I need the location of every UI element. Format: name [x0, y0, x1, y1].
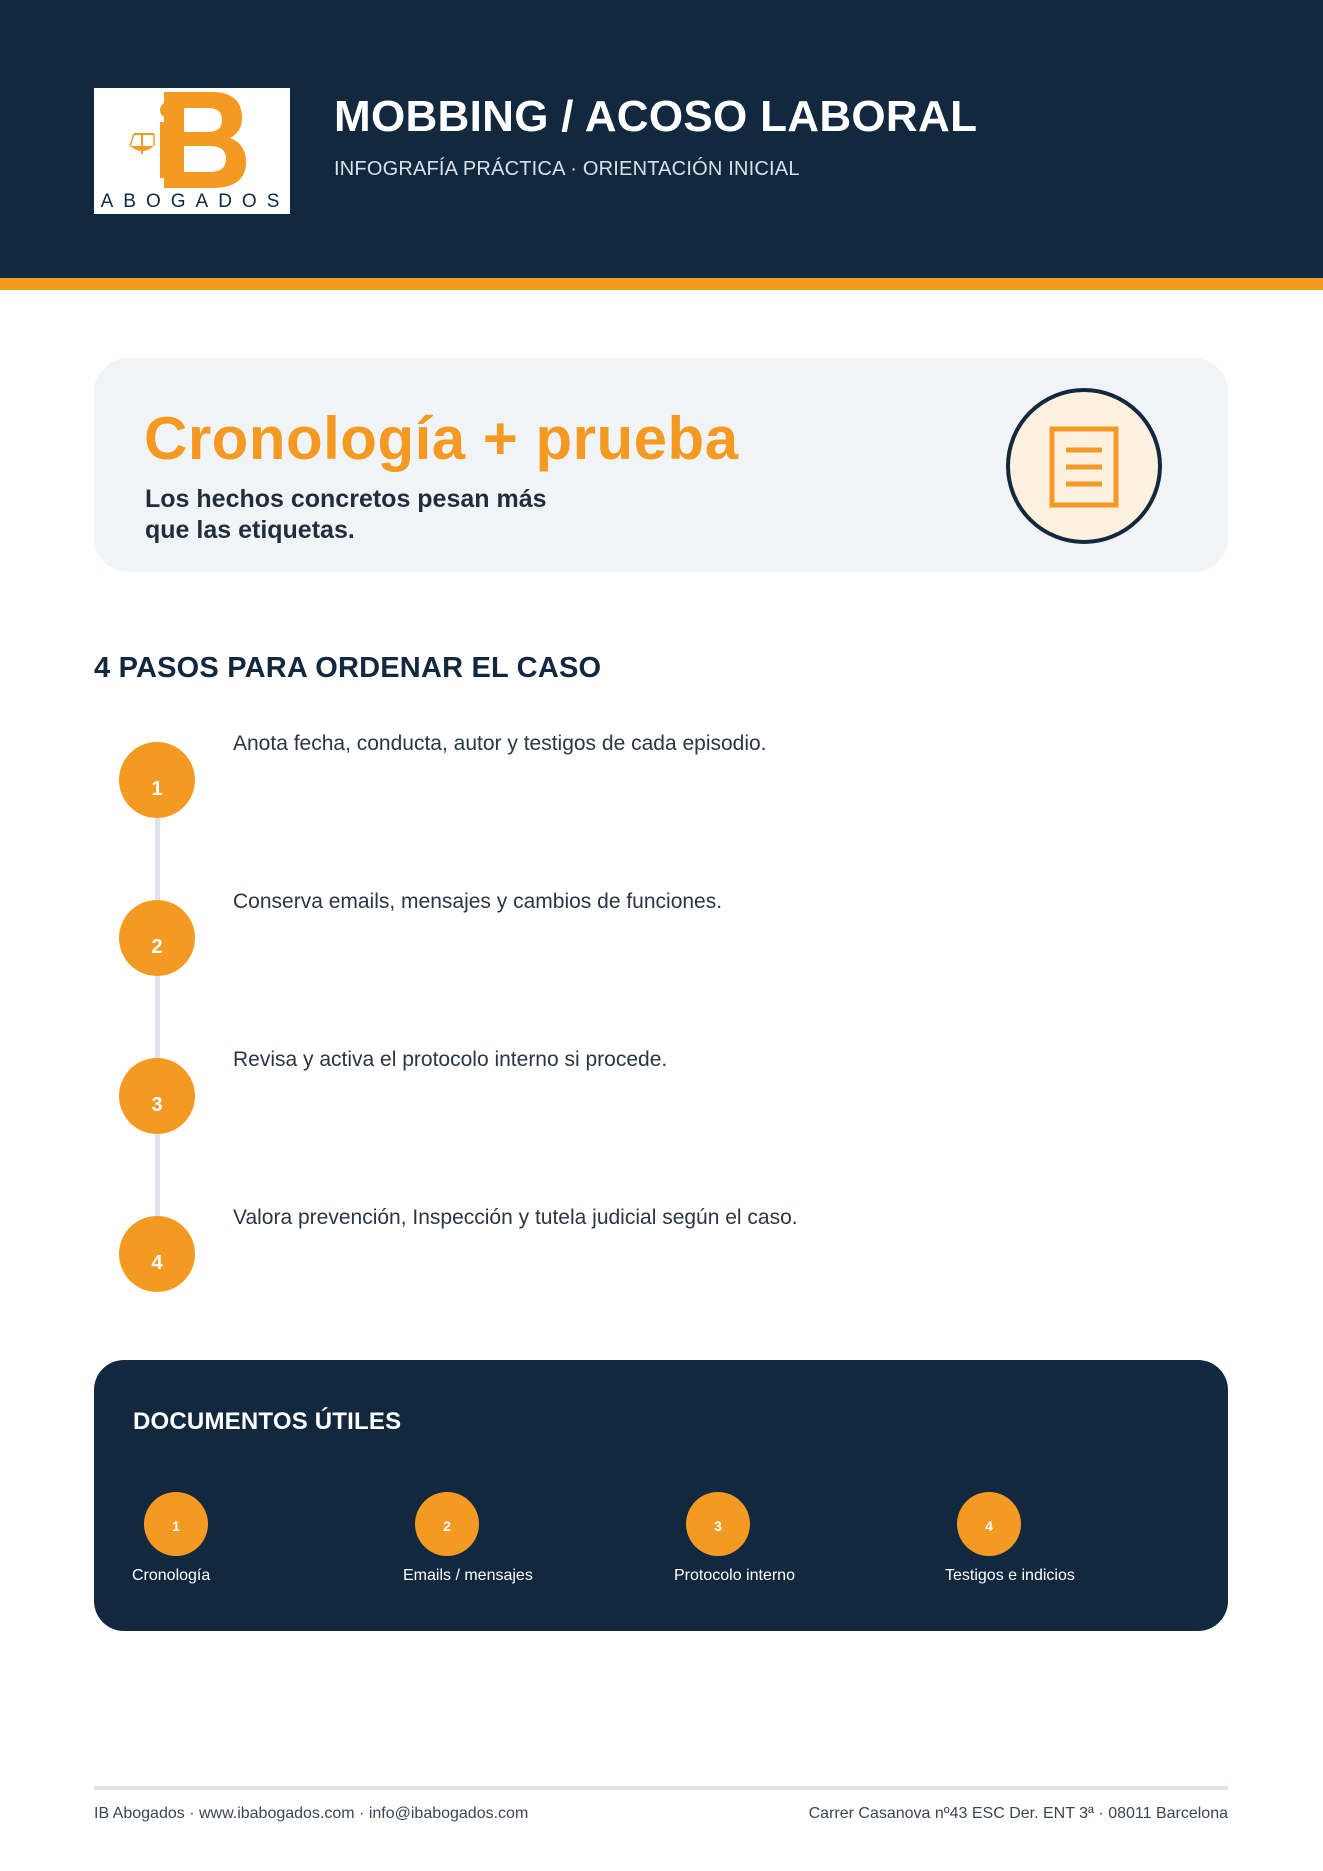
step-item [0, 890, 1323, 980]
hero-card [94, 358, 1228, 572]
step-item [0, 732, 1323, 822]
hero-title: Cronología + prueba [144, 405, 739, 472]
step-text: Anota fecha, conducta, autor y testigos de cada episodio. [233, 732, 767, 755]
document-icon-graphic [1049, 426, 1119, 508]
step-text: Revisa y activa el protocolo interno si procede. [233, 1048, 668, 1071]
step-item [0, 1206, 1323, 1296]
footer-address: Carrer Casanova nº43 ESC Der. ENT 3ª · 08011 Barcelona [808, 1805, 1228, 1822]
document-item [132, 1492, 372, 1592]
step-number: 4 [151, 1252, 163, 1274]
page-title: MOBBING / ACOSO LABORAL [334, 92, 978, 141]
document-number: 1 [172, 1518, 180, 1534]
documents-title: DOCUMENTOS ÚTILES [133, 1408, 402, 1435]
step-text: Conserva emails, mensajes y cambios de funciones. [233, 890, 723, 913]
step-number-badge [119, 1058, 195, 1134]
step-number-badge [119, 900, 195, 976]
logo-wordmark: ABOGADOS [100, 191, 290, 212]
document-label: Protocolo interno [674, 1567, 795, 1584]
page-header [0, 0, 1323, 278]
document-number: 3 [714, 1518, 722, 1534]
timeline-line [155, 780, 160, 1280]
step-number: 2 [151, 936, 163, 958]
document-number: 2 [443, 1518, 451, 1534]
document-number-badge [957, 1492, 1021, 1556]
document-item [403, 1492, 643, 1592]
ib-abogados-logo[interactable] [94, 88, 290, 214]
footer-contact: IB Abogados · www.ibabogados.com · info@ibabogados.com [94, 1805, 529, 1822]
document-label: Testigos e indicios [945, 1567, 1075, 1584]
document-label: Emails / mensajes [403, 1567, 533, 1584]
step-text: Valora prevención, Inspección y tutela judicial según el caso. [233, 1206, 798, 1229]
step-number-badge [119, 1216, 195, 1292]
document-number: 4 [985, 1518, 993, 1534]
step-number: 3 [151, 1094, 163, 1116]
hero-text-line-1: Los hechos concretos pesan más [145, 485, 547, 513]
document-item [945, 1492, 1185, 1592]
document-number-badge [686, 1492, 750, 1556]
footer-divider [94, 1786, 1228, 1790]
step-number: 1 [151, 778, 163, 800]
document-number-badge [415, 1492, 479, 1556]
page-subtitle: INFOGRAFÍA PRÁCTICA · ORIENTACIÓN INICIAL [334, 158, 800, 180]
ib-logo-icon [94, 88, 290, 192]
document-number-badge [144, 1492, 208, 1556]
header-accent-stripe [0, 278, 1323, 290]
documents-panel [94, 1360, 1228, 1631]
hero-text [145, 484, 645, 546]
hero-text-line-2: que las etiquetas. [145, 516, 355, 544]
step-item [0, 1048, 1323, 1138]
document-item [674, 1492, 914, 1592]
steps-section-title: 4 PASOS PARA ORDENAR EL CASO [94, 652, 602, 684]
document-icon [1006, 388, 1162, 544]
step-number-badge [119, 742, 195, 818]
document-label: Cronología [132, 1567, 211, 1584]
